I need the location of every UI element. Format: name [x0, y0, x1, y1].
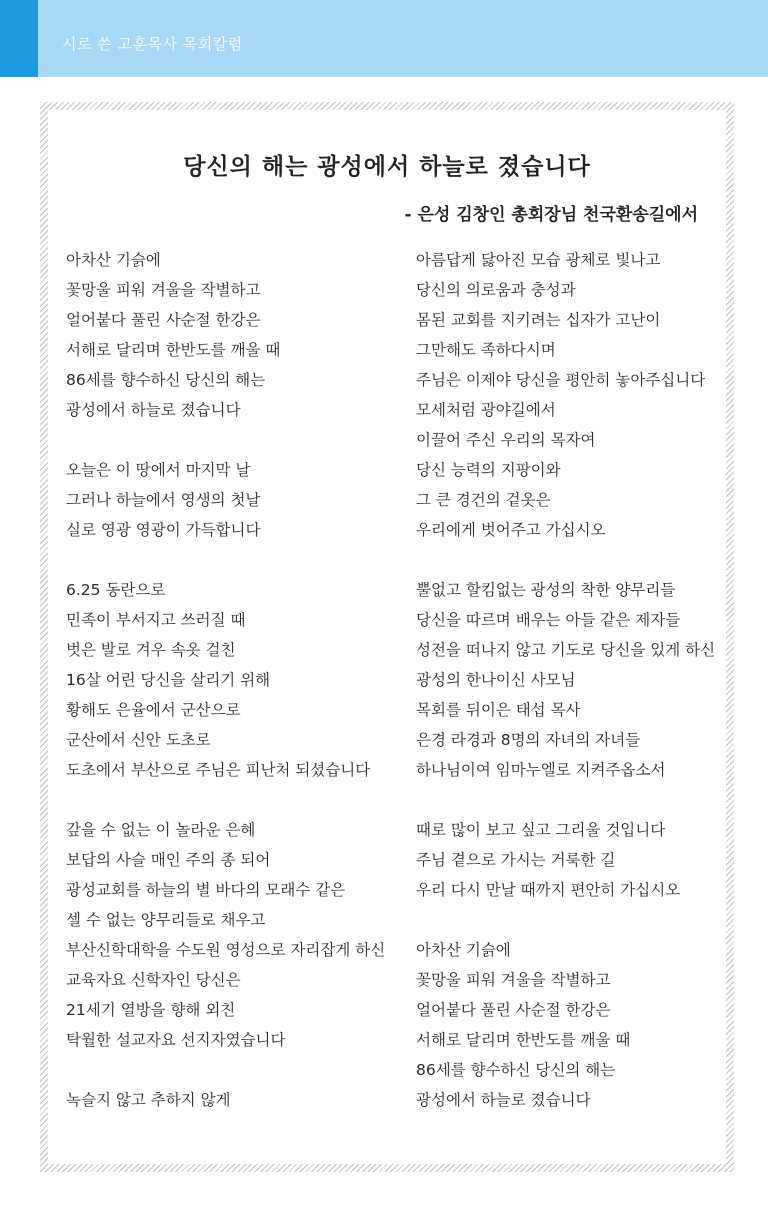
poem-line: 실로 영광 영광이 가득합니다: [66, 521, 261, 539]
poem-line: 하나님이여 임마누엘로 지켜주옵소서: [416, 761, 666, 779]
header-banner: [0, 0, 768, 77]
poem-line: 황해도 은율에서 군산으로: [66, 701, 241, 719]
poem-line: 오늘은 이 땅에서 마지막 날: [66, 461, 251, 479]
poem-line: 이끌어 주신 우리의 목자여: [416, 431, 596, 449]
poem-line: 아차산 기슭에: [66, 251, 161, 269]
poem-line: 당신의 의로움과 충성과: [416, 281, 576, 299]
poem-stanza: [416, 935, 746, 1115]
poem-line: 갚을 수 없는 이 놀라운 은혜: [66, 821, 256, 839]
poem-line: 서해로 달리며 한반도를 깨울 때: [416, 1031, 631, 1049]
poem-line: 꽃망울 피워 겨울을 작별하고: [416, 971, 611, 989]
poem-line: 우리에게 벗어주고 가십시오: [416, 521, 606, 539]
poem-line: 녹슬지 않고 추하지 않게: [66, 1091, 231, 1109]
poem-line: 때로 많이 보고 싶고 그리울 것입니다: [416, 821, 666, 839]
poem-stanza: [416, 575, 746, 785]
poem-line: 몸된 교회를 지키려는 십자가 고난이: [416, 311, 661, 329]
poem-line: 탁월한 설교자요 선지자였습니다: [66, 1031, 286, 1049]
poem-line: 86세를 향수하신 당신의 해는: [66, 371, 266, 389]
poem-line: 얼어붙다 풀린 사순절 한강은: [416, 1001, 611, 1019]
poem-line: 광성에서 하늘로 졌습니다: [416, 1091, 591, 1109]
poem-line: 뿔없고 할킴없는 광성의 착한 양무리들: [416, 581, 676, 599]
header-accent-bar: [0, 0, 38, 77]
poem-line: 셀 수 없는 양무리들로 채우고: [66, 911, 266, 929]
poem-stanza: [66, 455, 396, 545]
poem-line: 민족이 부서지고 쓰러질 때: [66, 611, 246, 629]
poem-line: 주님 곁으로 가시는 거룩한 길: [416, 851, 616, 869]
poem-line: 우리 다시 만날 때까지 편안히 가십시오: [416, 881, 681, 899]
poem-line: 아차산 기슭에: [416, 941, 511, 959]
header-title: 시로 쓴 고훈목사 목회칼럼: [62, 35, 243, 53]
poem-line: 성전을 떠나지 않고 기도로 당신을 있게 하신: [416, 641, 716, 659]
poem-line: 당신 능력의 지팡이와: [416, 461, 561, 479]
article-body: [48, 110, 726, 1164]
poem-line: 서해로 달리며 한반도를 깨울 때: [66, 341, 281, 359]
poem-line: 그 큰 경건의 겉옷은: [416, 491, 551, 509]
article-frame: [40, 102, 734, 1172]
poem-line: 부산신학대학을 수도원 영성으로 자리잡게 하신: [66, 941, 386, 959]
poem-line: 86세를 향수하신 당신의 해는: [416, 1061, 616, 1079]
poem-line: 꽃망울 피워 겨울을 작별하고: [66, 281, 261, 299]
poem-stanza: [66, 1085, 396, 1115]
poem-line: 보답의 사슬 매인 주의 종 되어: [66, 851, 271, 869]
poem-title: 당신의 해는 광성에서 하늘로 졌습니다: [183, 154, 591, 180]
poem-column-right: [416, 245, 746, 1145]
poem-line: 목회를 뒤이은 태섭 목사: [416, 701, 581, 719]
poem-line: 교육자요 신학자인 당신은: [66, 971, 241, 989]
poem-line: 광성의 한나이신 사모님: [416, 671, 576, 689]
poem-line: 그만해도 족하다시며: [416, 341, 556, 359]
poem-line: 군산에서 신안 도초로: [66, 731, 211, 749]
poem-line: 그러나 하늘에서 영생의 첫날: [66, 491, 261, 509]
poem-line: 아름답게 닳아진 모습 광체로 빛나고: [416, 251, 661, 269]
poem-subtitle: - 은성 김창인 총회장님 천국환송길에서: [404, 205, 698, 225]
poem-line: 은경 라경과 8명의 자녀의 자녀들: [416, 731, 641, 749]
poem-line: 광성에서 하늘로 졌습니다: [66, 401, 241, 419]
poem-stanza: [416, 245, 746, 545]
poem-column-left: [66, 245, 396, 1145]
poem-stanza: [66, 815, 396, 1055]
poem-line: 주님은 이제야 당신을 평안히 놓아주십니다: [416, 371, 706, 389]
poem-stanza: [66, 245, 396, 425]
poem-line: 21세기 열방을 향해 외친: [66, 1001, 236, 1019]
poem-line: 벗은 발로 겨우 속옷 걸친: [66, 641, 236, 659]
poem-line: 광성교회를 하늘의 별 바다의 모래수 같은: [66, 881, 346, 899]
poem-line: 당신을 따르며 배우는 아들 같은 제자들: [416, 611, 681, 629]
poem-line: 6.25 동란으로: [66, 581, 166, 599]
poem-line: 얼어붙다 풀린 사순절 한강은: [66, 311, 261, 329]
poem-line: 도초에서 부산으로 주님은 피난처 되셨습니다: [66, 761, 371, 779]
poem-stanza: [66, 575, 396, 785]
poem-stanza: [416, 815, 746, 905]
poem-line: 16살 어린 당신을 살리기 위해: [66, 671, 271, 689]
poem-line: 모세처럼 광야길에서: [416, 401, 556, 419]
